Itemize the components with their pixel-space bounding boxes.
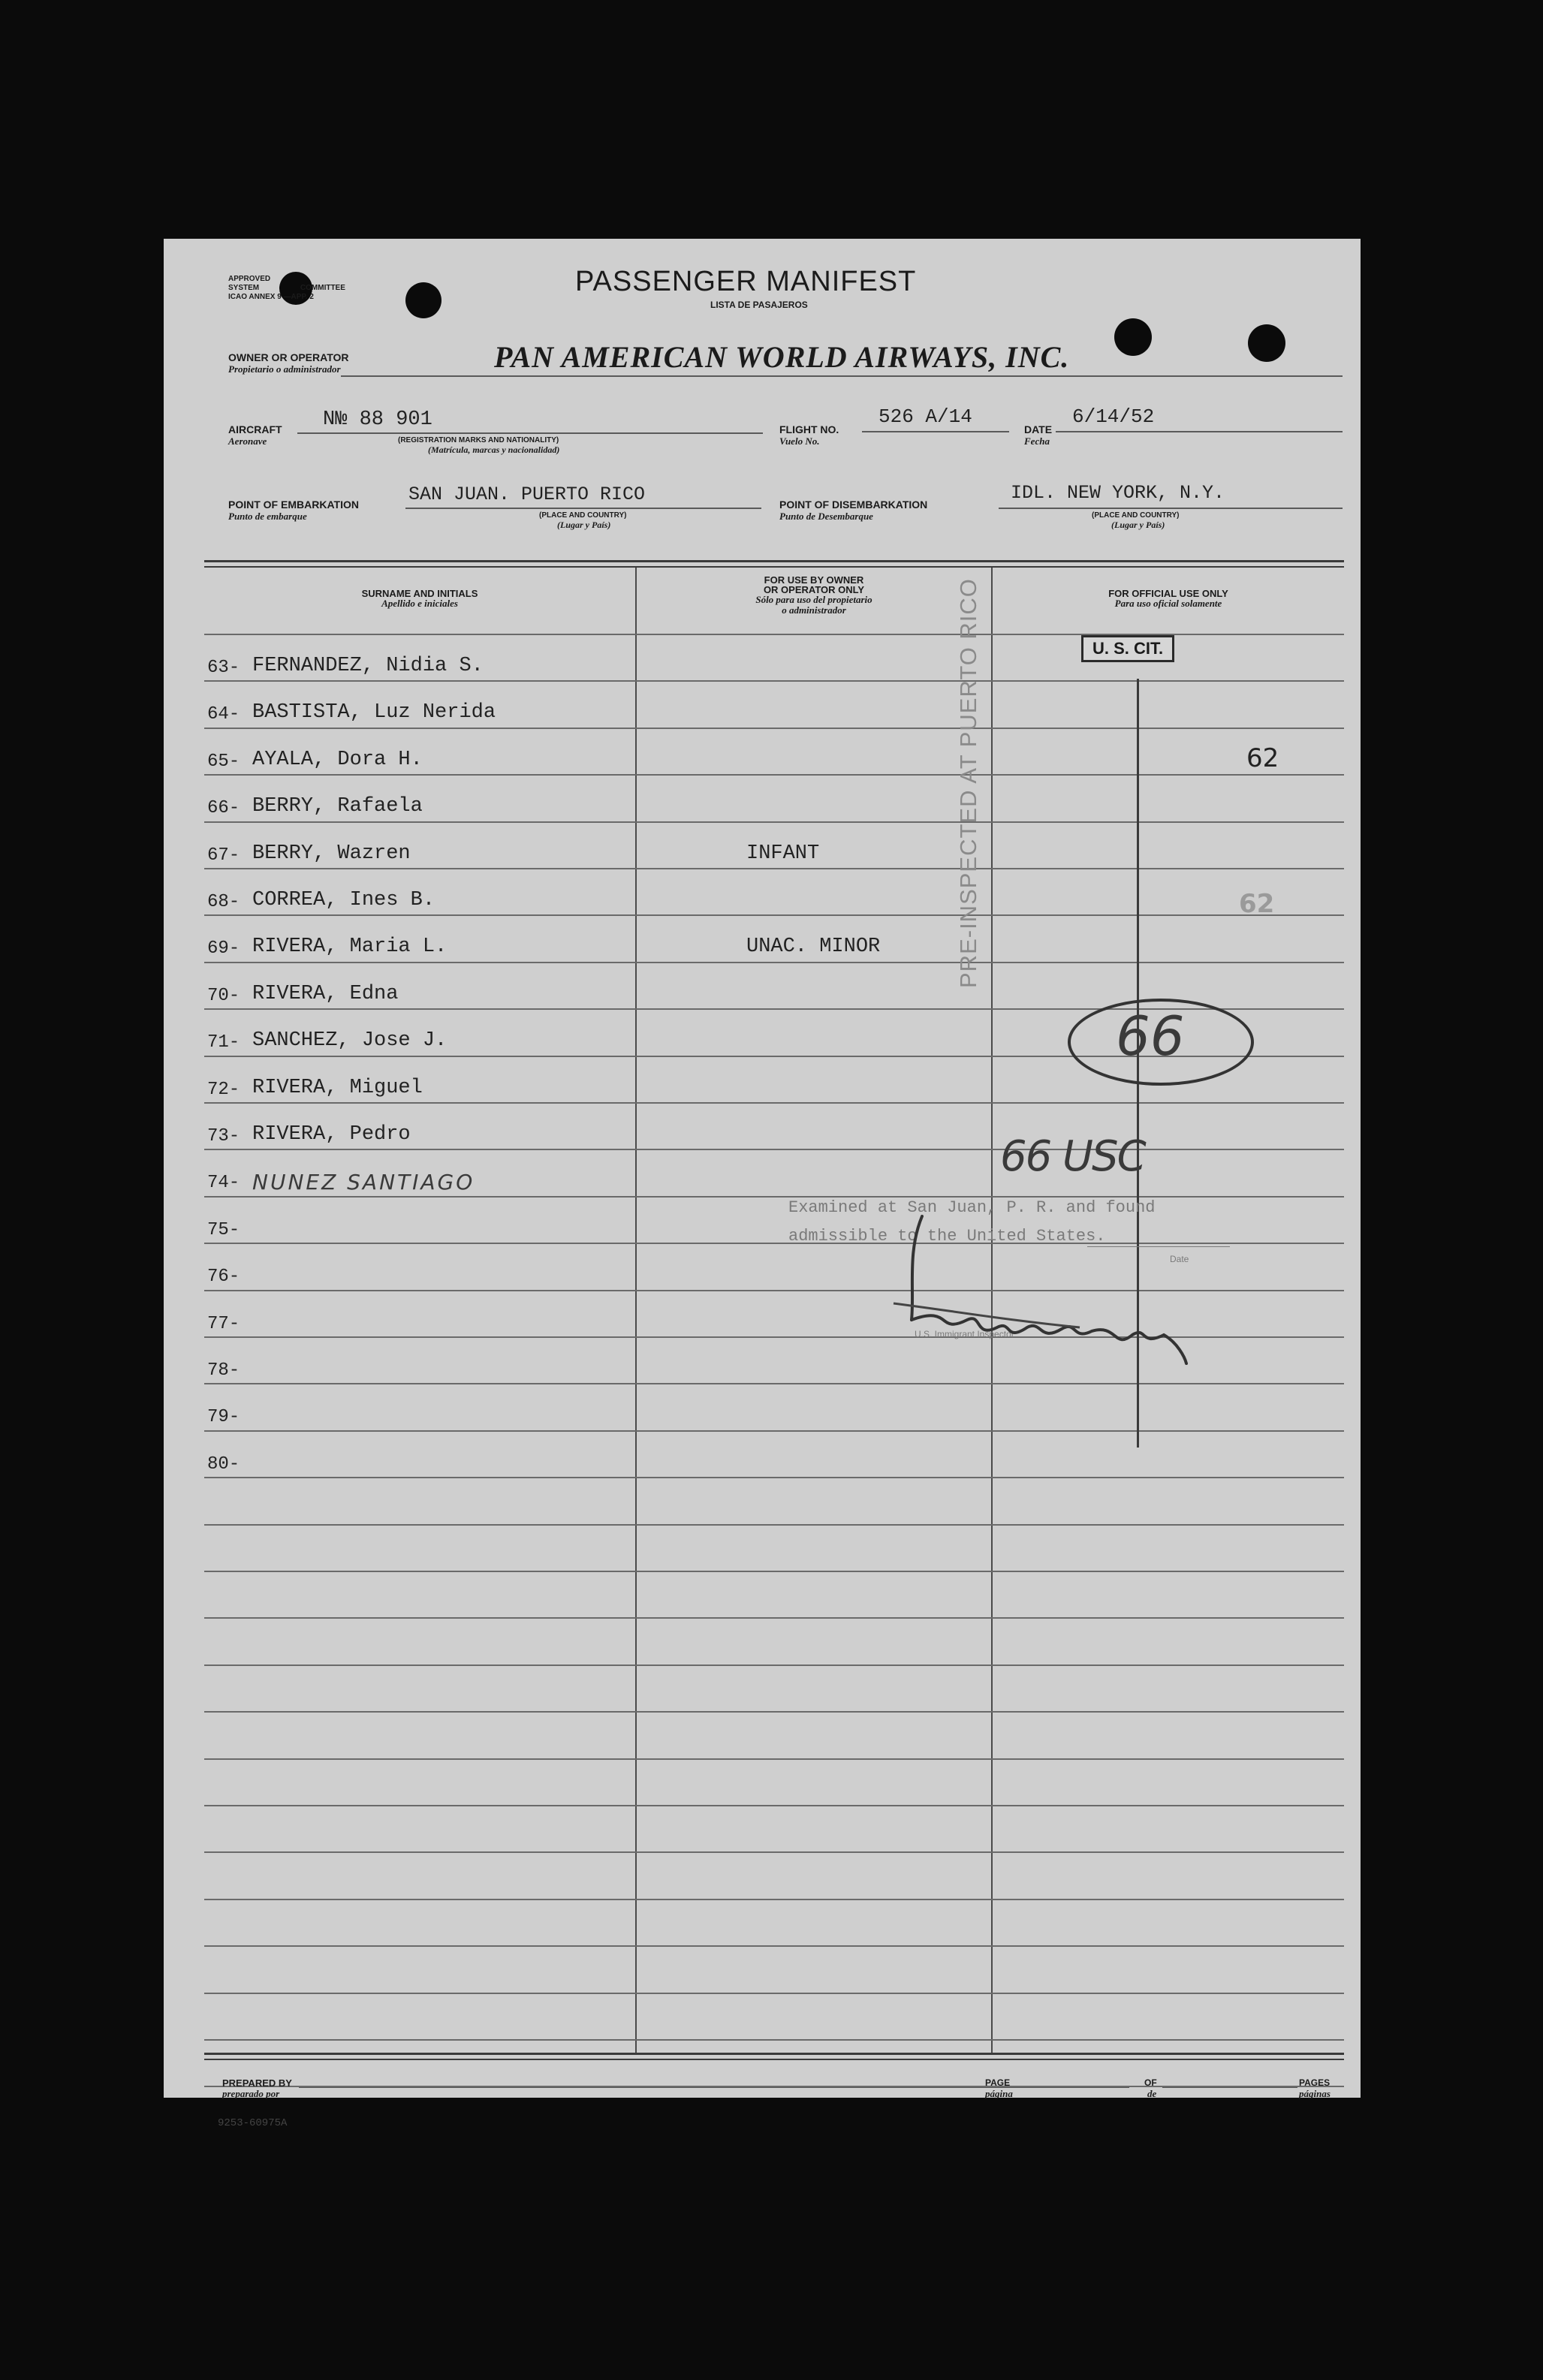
table-top-rule	[204, 560, 1344, 562]
passenger-name: RIVERA, Pedro	[252, 1123, 411, 1146]
name-column-title: SURNAME AND INITIALS	[361, 588, 478, 599]
passenger-name: RIVERA, Edna	[252, 982, 399, 1005]
row-number: 67-	[207, 845, 240, 866]
flight-underline	[862, 431, 1009, 432]
row-number: 79-	[207, 1407, 240, 1428]
owner-note: INFANT	[746, 842, 820, 865]
official-column-title: FOR OFFICIAL USE ONLY	[1108, 588, 1228, 599]
embark-underline	[405, 508, 761, 509]
us-cit-stamp	[1081, 635, 1174, 662]
row-rule	[204, 868, 1344, 869]
embark-label-es: Punto de embarque	[228, 511, 307, 522]
row-rule	[204, 1711, 1344, 1713]
disembark-hint-es: (Lugar y País)	[1111, 520, 1165, 530]
row-number: 71-	[207, 1032, 240, 1053]
row-number: 68-	[207, 892, 240, 912]
row-rule	[204, 1758, 1344, 1760]
row-number: 75-	[207, 1219, 240, 1240]
row-rule	[204, 821, 1344, 823]
approval-block	[228, 275, 345, 302]
aircraft-hint: (REGISTRATION MARKS AND NATIONALITY)	[398, 436, 559, 444]
passenger-name: BASTISTA, Luz Nerida	[252, 701, 496, 725]
row-rule	[204, 1945, 1344, 1947]
aircraft-value: N№ 88 901	[323, 408, 432, 431]
row-number: 73-	[207, 1126, 240, 1146]
owner-column-title: OR OPERATOR ONLY	[763, 584, 865, 595]
row-number: 66-	[207, 798, 240, 819]
passenger-name: NUNEZ SANTIAGO	[252, 1170, 475, 1195]
disembark-underline	[999, 508, 1343, 509]
form-number: 9253-60975A	[218, 2117, 288, 2129]
pages-rule	[1162, 2087, 1297, 2088]
disembark-label: POINT OF DISEMBARKATION	[779, 499, 928, 511]
row-number: 63-	[207, 658, 240, 678]
date-label-es: Fecha	[1024, 435, 1050, 447]
passenger-name: BERRY, Wazren	[252, 842, 411, 865]
owner-underline	[341, 375, 1343, 377]
passenger-name: CORREA, Ines B.	[252, 889, 435, 911]
approval-line: SYSTEM COMMITTEE	[228, 284, 345, 292]
official-column-header	[993, 589, 1344, 609]
row-rule	[204, 962, 1344, 963]
row-rule	[204, 1196, 1344, 1198]
embark-hint-es: (Lugar y País)	[557, 520, 611, 530]
row-rule	[204, 1102, 1344, 1104]
exam-inspector-label: U.S. Immigrant Inspector	[915, 1329, 1014, 1339]
row-rule	[204, 680, 1344, 682]
us-cit-stamp-text: U. S. CIT.	[1092, 639, 1164, 658]
aircraft-underline	[297, 432, 763, 434]
row-rule	[204, 1477, 1344, 1478]
date-label: DATE	[1024, 423, 1053, 435]
disembark-value: IDL. NEW YORK, N.Y.	[1011, 482, 1225, 504]
row-rule	[204, 2039, 1344, 2041]
punch-hole	[1248, 324, 1285, 362]
passenger-name: RIVERA, Miguel	[252, 1076, 423, 1099]
row-rule	[204, 1430, 1344, 1432]
count-62: 62	[1246, 743, 1279, 773]
date-value: 6/14/52	[1072, 405, 1155, 428]
row-rule	[204, 1571, 1344, 1572]
row-number: 76-	[207, 1267, 240, 1288]
total-note: 66 USC	[1000, 1132, 1145, 1181]
row-rule	[204, 1617, 1344, 1619]
exam-stamp-line-1: Examined at San Juan, P. R. and found	[788, 1198, 1156, 1217]
punch-hole	[1114, 318, 1152, 356]
row-number: 80-	[207, 1454, 240, 1475]
approval-line: ICAO ANNEX 9 —APP. 2	[228, 293, 314, 301]
passenger-name: BERRY, Rafaela	[252, 795, 423, 818]
pages-label-es: páginas	[1299, 2088, 1331, 2099]
owner-value: PAN AMERICAN WORLD AIRWAYS, INC.	[494, 340, 1070, 374]
column-divider	[635, 568, 637, 2053]
passenger-name: SANCHEZ, Jose J.	[252, 1029, 448, 1053]
row-rule	[204, 1899, 1344, 1900]
of-label-es: de	[1147, 2088, 1157, 2099]
passenger-name: AYALA, Dora H.	[252, 748, 423, 771]
owner-column-header	[637, 575, 991, 616]
prepared-label: PREPARED BY	[222, 2077, 292, 2089]
row-rule	[204, 1383, 1344, 1384]
row-rule	[204, 1805, 1344, 1806]
row-number: 78-	[207, 1360, 240, 1381]
row-rule	[204, 914, 1344, 916]
exam-date-label: Date	[1170, 1254, 1189, 1264]
flight-value: 526 A/14	[878, 405, 972, 428]
manifest-sheet	[164, 239, 1361, 2129]
table-bottom-rule	[204, 2053, 1344, 2055]
page-label: PAGE	[985, 2077, 1011, 2088]
flight-label-es: Vuelo No.	[779, 435, 820, 447]
owner-label: OWNER OR OPERATOR	[228, 351, 349, 363]
page-subtitle: LISTA DE PASAJEROS	[710, 300, 808, 310]
row-number: 65-	[207, 751, 240, 772]
row-number: 77-	[207, 1313, 240, 1334]
row-number: 72-	[207, 1079, 240, 1100]
approval-line: APPROVED	[228, 275, 271, 283]
embark-value: SAN JUAN. PUERTO RICO	[408, 484, 646, 505]
date-underline	[1056, 431, 1343, 432]
owner-note: UNAC. MINOR	[746, 935, 881, 959]
of-label: OF	[1144, 2077, 1157, 2088]
row-number: 69-	[207, 938, 240, 960]
row-rule	[204, 728, 1344, 729]
vertical-stamp-text: PRE-INSPECTED AT PUERTO RICO	[955, 578, 981, 988]
punch-hole	[405, 282, 442, 318]
table-bottom-rule	[204, 2059, 1344, 2060]
flight-label: FLIGHT NO.	[779, 423, 839, 435]
page-title: PASSENGER MANIFEST	[575, 266, 917, 297]
embark-hint: (PLACE AND COUNTRY)	[539, 511, 627, 520]
inspector-signature	[892, 1207, 1222, 1365]
disembark-hint: (PLACE AND COUNTRY)	[1092, 511, 1180, 520]
row-rule	[204, 1664, 1344, 1666]
row-rule	[204, 774, 1344, 776]
owner-label-es: Propietario o administrador	[228, 363, 341, 375]
official-column-title-es: Para uso oficial solamente	[1114, 598, 1222, 609]
row-number: 74-	[207, 1173, 240, 1194]
owner-column-title-es: o administrador	[782, 604, 846, 616]
page-label-es: página	[985, 2088, 1013, 2099]
row-rule	[204, 1851, 1344, 1853]
row-rule	[204, 1524, 1344, 1526]
count-62-faint: 62	[1239, 889, 1275, 919]
exam-stamp-line-2: admissible to the United States.	[788, 1227, 1106, 1246]
owner-column-title-es: Sólo para uso del propietario	[755, 594, 872, 605]
vertical-stamp	[955, 578, 982, 988]
owner-column-title: FOR USE BY OWNER	[764, 574, 864, 586]
passenger-name: RIVERA, Maria L.	[252, 935, 448, 959]
aircraft-label-es: Aeronave	[228, 435, 267, 447]
row-rule	[204, 1993, 1344, 1994]
disembark-label-es: Punto de Desembarque	[779, 511, 873, 522]
passenger-name: FERNANDEZ, Nidia S.	[252, 655, 484, 677]
aircraft-hint-es: (Matrícula, marcas y nacionalidad)	[428, 444, 560, 455]
name-column-title-es: Apellido e iniciales	[381, 598, 458, 609]
row-number: 64-	[207, 704, 240, 725]
row-rule	[204, 1149, 1344, 1150]
table-top-rule	[204, 566, 1344, 568]
name-column-header	[204, 589, 635, 609]
aircraft-label: AIRCRAFT	[228, 423, 282, 435]
circled-66-text: 66	[1116, 1005, 1185, 1068]
row-number: 70-	[207, 985, 240, 1006]
embark-label: POINT OF EMBARKATION	[228, 499, 359, 511]
prepared-label-es: preparado por	[222, 2088, 280, 2099]
pages-label: PAGES	[1299, 2077, 1331, 2088]
